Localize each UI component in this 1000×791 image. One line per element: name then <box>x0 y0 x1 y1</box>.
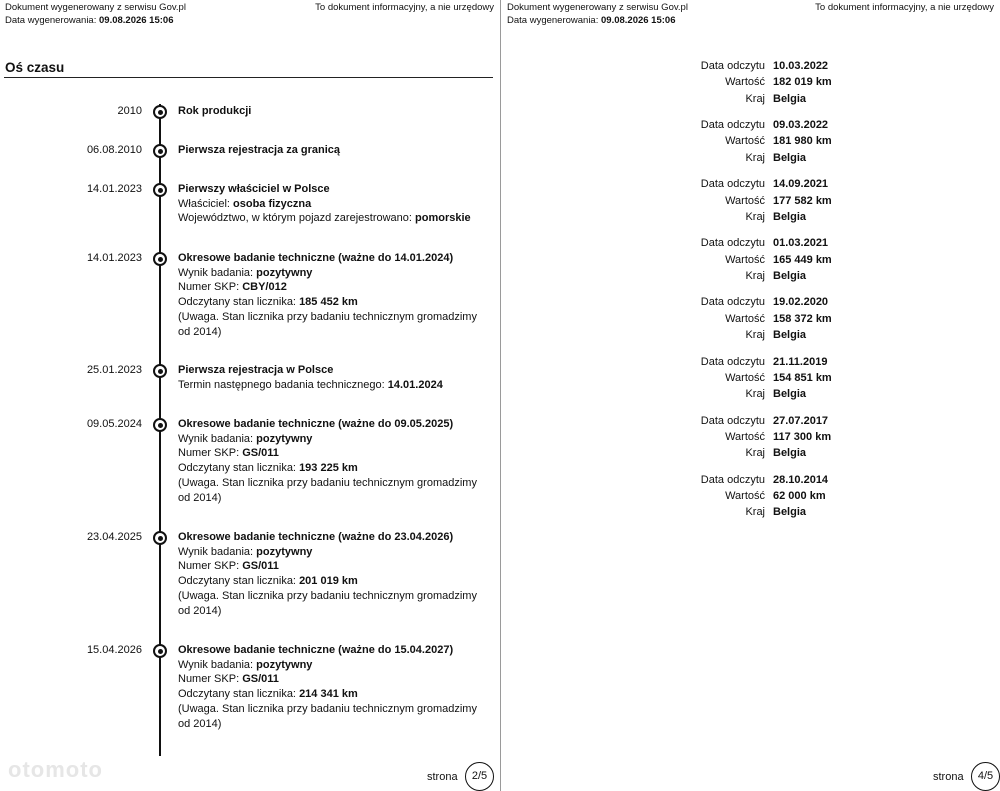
reading-label-country: Kraj <box>745 92 765 105</box>
event-detail-label: Właściciel: <box>178 197 234 210</box>
reading-value-value: 158 372 km <box>773 312 832 325</box>
reading-label-date: Data odczytu <box>700 60 765 72</box>
event-detail-value: pozytywny <box>256 545 313 558</box>
header-left-2 <box>507 1 688 27</box>
reading-value-country: Belgia <box>773 210 807 223</box>
header-right-note: To dokument informacyjny, a nie urzędowy <box>315 2 494 13</box>
reading-row-value <box>502 488 1000 504</box>
reading-value-country: Belgia <box>773 447 807 460</box>
reading-label-date: Data odczytu <box>700 355 765 368</box>
event-body <box>178 182 478 226</box>
event-detail-label: Wynik badania: <box>178 545 257 558</box>
event-title: Pierwsza rejestracja za granicą <box>178 144 341 156</box>
reading-label-date: Data odczytu <box>700 237 765 250</box>
event-date: 23.04.2025 <box>86 531 142 543</box>
odometer-reading <box>502 117 1000 166</box>
event-detail-label: Odczytany stan licznika: <box>178 296 300 309</box>
event-title: Okresowe badanie techniczne (ważne do 15.04.2027) <box>178 644 454 656</box>
event-detail-label: (Uwaga. Stan licznika przy badaniu technicznym gromadzimy od 2014) <box>178 476 477 504</box>
reading-label-country: Kraj <box>745 447 765 460</box>
event-detail <box>178 545 478 560</box>
event-detail <box>178 476 478 505</box>
event-title: Okresowe badanie techniczne (ważne do 14.01.2024) <box>178 252 454 264</box>
reading-value-country: Belgia <box>773 151 807 164</box>
reading-value-country: Belgia <box>773 270 807 283</box>
header-left <box>5 1 186 27</box>
event-detail-value: 201 019 km <box>299 575 358 588</box>
reading-label-country: Kraj <box>745 506 765 519</box>
event-body <box>178 363 478 392</box>
event-detail <box>178 687 478 702</box>
page-divider <box>500 0 501 791</box>
reading-label-country: Kraj <box>745 270 765 283</box>
event-date: 14.01.2023 <box>86 252 142 264</box>
event-detail <box>178 266 478 281</box>
event-detail-value: GS/011 <box>242 447 279 460</box>
event-detail <box>178 672 478 687</box>
event-detail <box>178 559 478 574</box>
reading-value-country: Belgia <box>773 388 807 401</box>
event-detail-label: Odczytany stan licznika: <box>178 462 300 475</box>
odometer-reading <box>502 354 1000 403</box>
reading-row-value <box>502 252 1000 268</box>
event-detail-label: Numer SKP: <box>178 673 243 686</box>
timeline-dot-icon <box>153 531 167 545</box>
reading-row-date <box>502 354 1000 370</box>
reading-label-value: Wartość <box>725 76 765 89</box>
event-detail-label: Numer SKP: <box>178 447 243 460</box>
reading-row-country <box>502 386 1000 402</box>
event-detail-value: pozytywny <box>256 432 313 445</box>
event-detail-value: pozytywny <box>256 266 313 279</box>
header-right-note-2: To dokument informacyjny, a nie urzędowy <box>815 2 994 13</box>
event-detail-value: GS/011 <box>242 673 279 686</box>
reading-value-value: 165 449 km <box>773 253 832 266</box>
reading-label-date: Data odczytu <box>700 178 765 191</box>
reading-label-value: Wartość <box>725 490 765 503</box>
event-detail-value: CBY/012 <box>242 281 287 294</box>
timeline-dot-icon <box>153 144 167 158</box>
event-detail <box>178 589 478 618</box>
reading-row-value <box>502 133 1000 149</box>
odometer-reading <box>502 58 1000 107</box>
event-date: 09.05.2024 <box>86 418 142 430</box>
reading-row-date <box>502 472 1000 488</box>
reading-value-value: 117 300 km <box>773 430 832 443</box>
event-body <box>178 530 478 618</box>
event-body <box>178 104 478 119</box>
reading-label-country: Kraj <box>745 151 765 164</box>
event-date: 25.01.2023 <box>86 364 142 376</box>
reading-value-country: Belgia <box>773 329 807 342</box>
timeline-dot-icon <box>153 252 167 266</box>
section-title: Oś czasu <box>5 60 65 75</box>
watermark-logo: otomoto <box>8 757 103 782</box>
event-title: Pierwsza rejestracja w Polsce <box>178 364 334 376</box>
event-detail-label: (Uwaga. Stan licznika przy badaniu technicznym gromadzimy od 2014) <box>178 702 477 730</box>
header-generated-label: Data wygenerowania: <box>5 15 97 26</box>
reading-label-country: Kraj <box>745 329 765 342</box>
event-detail-label: (Uwaga. Stan licznika przy badaniu technicznym gromadzimy od 2014) <box>178 589 477 617</box>
event-body <box>178 643 478 731</box>
reading-label-country: Kraj <box>745 388 765 401</box>
reading-row-value <box>502 311 1000 327</box>
header-generated-2 <box>507 14 688 27</box>
event-detail-label: Odczytany stan licznika: <box>178 688 300 701</box>
reading-label-value: Wartość <box>725 371 765 384</box>
reading-row-country <box>502 150 1000 166</box>
page-number-2: 4/5 <box>971 762 1000 791</box>
header-source-text: Dokument wygenerowany z serwisu Gov.pl <box>5 2 186 13</box>
reading-row-date <box>502 294 1000 310</box>
event-detail-value: 185 452 km <box>299 296 358 309</box>
event-body <box>178 143 478 158</box>
event-detail-label: Wynik badania: <box>178 432 257 445</box>
event-body <box>178 251 478 339</box>
reading-row-country <box>502 209 1000 225</box>
event-date: 14.01.2023 <box>86 183 142 195</box>
header-generated <box>5 14 186 27</box>
timeline-dot-icon <box>153 183 167 197</box>
reading-label-value: Wartość <box>725 253 765 266</box>
event-detail-value: 193 225 km <box>299 462 358 475</box>
event-detail-label: Wynik badania: <box>178 266 257 279</box>
page-right <box>502 0 1000 791</box>
reading-row-value <box>502 429 1000 445</box>
event-detail-value: pomorskie <box>415 212 471 225</box>
event-title: Okresowe badanie techniczne (ważne do 23.04.2026) <box>178 531 454 543</box>
reading-label-date: Data odczytu <box>700 296 765 309</box>
event-detail-value: GS/011 <box>242 560 279 573</box>
odometer-reading <box>502 294 1000 343</box>
event-detail-label: (Uwaga. Stan licznika przy badaniu technicznym gromadzimy od 2014) <box>178 310 477 338</box>
reading-row-date <box>502 176 1000 192</box>
event-date: 15.04.2026 <box>86 644 142 656</box>
event-detail-label: Odczytany stan licznika: <box>178 575 300 588</box>
event-detail <box>178 280 478 295</box>
reading-value-date: 21.11.2019 <box>773 355 828 368</box>
reading-row-country <box>502 327 1000 343</box>
reading-row-date <box>502 235 1000 251</box>
event-detail <box>178 310 478 339</box>
page-label: strona <box>427 771 458 783</box>
reading-row-date <box>502 117 1000 133</box>
event-date: 06.08.2010 <box>86 144 142 156</box>
reading-row-country <box>502 445 1000 461</box>
event-detail <box>178 197 478 212</box>
event-detail-label: Numer SKP: <box>178 281 243 294</box>
odometer-reading <box>502 413 1000 462</box>
reading-value-date: 19.02.2020 <box>773 296 829 309</box>
timeline-dot-icon <box>153 644 167 658</box>
event-detail-value: osoba fizyczna <box>233 197 312 210</box>
reading-label-date: Data odczytu <box>700 473 765 486</box>
reading-row-value <box>502 370 1000 386</box>
odometer-reading <box>502 235 1000 284</box>
header-generated-value: 09.08.2026 15:06 <box>99 15 174 26</box>
event-detail-label: Termin następnego badania technicznego: <box>178 378 388 391</box>
event-detail-value: 214 341 km <box>299 688 358 701</box>
reading-value-value: 177 582 km <box>773 194 832 207</box>
reading-label-value: Wartość <box>725 135 765 148</box>
header-source-text-2: Dokument wygenerowany z serwisu Gov.pl <box>507 2 688 13</box>
odometer-reading <box>502 472 1000 521</box>
reading-value-country: Belgia <box>773 92 807 105</box>
event-detail <box>178 211 478 226</box>
reading-label-date: Data odczytu <box>700 119 765 132</box>
odometer-reading <box>502 176 1000 225</box>
header-generated-label-2: Data wygenerowania: <box>507 15 599 26</box>
event-detail-value: pozytywny <box>256 658 313 671</box>
reading-value-date: 09.03.2022 <box>773 119 829 132</box>
reading-row-country <box>502 504 1000 520</box>
event-detail-value: 14.01.2024 <box>387 378 443 391</box>
section-divider <box>4 77 493 78</box>
reading-label-value: Wartość <box>725 312 765 325</box>
event-detail <box>178 432 478 447</box>
reading-value-country: Belgia <box>773 506 807 519</box>
event-detail <box>178 702 478 731</box>
event-date: 2010 <box>117 105 142 117</box>
event-body <box>178 417 478 505</box>
reading-value-date: 28.10.2014 <box>773 473 829 486</box>
reading-label-value: Wartość <box>725 430 765 443</box>
timeline-dot-icon <box>153 418 167 432</box>
reading-value-value: 154 851 km <box>773 371 832 384</box>
reading-row-date <box>502 58 1000 74</box>
reading-row-date <box>502 413 1000 429</box>
event-title: Pierwszy właściciel w Polsce <box>178 183 330 195</box>
reading-label-value: Wartość <box>725 194 765 207</box>
event-detail-label: Województwo, w którym pojazd zarejestrowano: <box>178 212 416 225</box>
page-number: 2/5 <box>465 762 494 791</box>
reading-row-value <box>502 193 1000 209</box>
reading-row-country <box>502 268 1000 284</box>
event-detail <box>178 295 478 310</box>
reading-value-value: 181 980 km <box>773 135 832 148</box>
reading-value-date: 10.03.2022 <box>773 60 829 72</box>
event-detail-label: Numer SKP: <box>178 560 243 573</box>
timeline-dot-icon <box>153 105 167 119</box>
reading-value-value: 62 000 km <box>773 490 826 503</box>
page-label-2: strona <box>933 771 964 783</box>
reading-label-date: Data odczytu <box>700 414 765 427</box>
header-generated-value-2: 09.08.2026 15:06 <box>601 15 676 26</box>
timeline-dot-icon <box>153 364 167 378</box>
event-detail <box>178 658 478 673</box>
reading-value-date: 01.03.2021 <box>773 237 829 250</box>
reading-value-value: 182 019 km <box>773 76 832 89</box>
event-detail <box>178 461 478 476</box>
event-detail-label: Wynik badania: <box>178 658 257 671</box>
reading-row-country <box>502 91 1000 107</box>
reading-row-value <box>502 74 1000 90</box>
event-title: Okresowe badanie techniczne (ważne do 09.05.2025) <box>178 418 454 430</box>
event-title: Rok produkcji <box>178 105 252 117</box>
event-detail <box>178 574 478 589</box>
reading-value-date: 27.07.2017 <box>773 414 829 427</box>
event-detail <box>178 446 478 461</box>
reading-value-date: 14.09.2021 <box>773 178 829 191</box>
event-detail <box>178 378 478 393</box>
reading-label-country: Kraj <box>745 210 765 223</box>
